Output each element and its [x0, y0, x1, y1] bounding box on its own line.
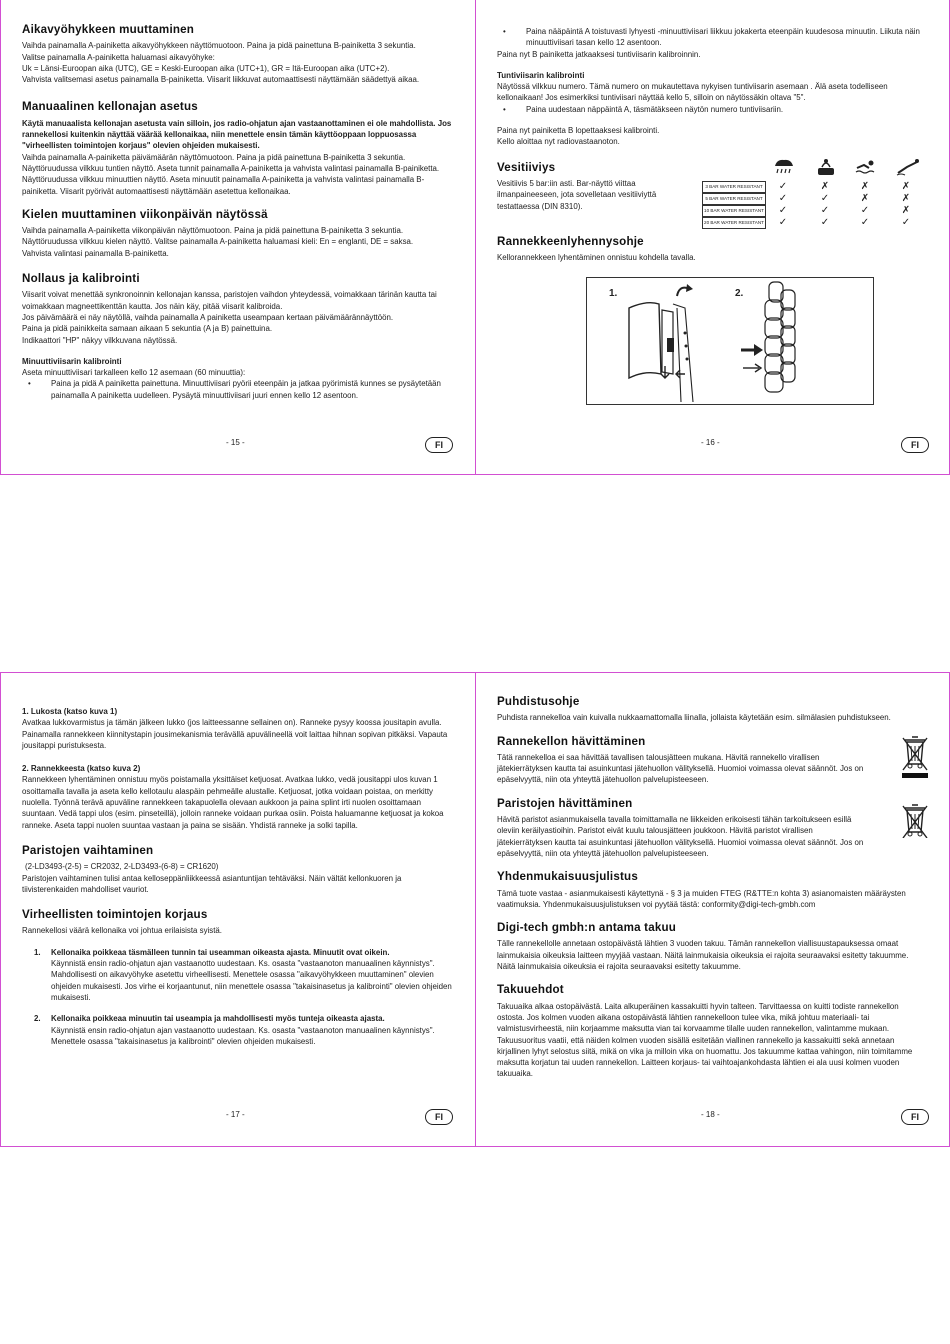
check-mark: ✓: [820, 217, 830, 228]
language-badge: FI: [425, 1109, 453, 1125]
water-row-10bar: [702, 205, 922, 217]
page-number: - 16 -: [701, 438, 720, 447]
bullet-item: • Paina uudestaan näppäintä A, täsmätäkseen näytön numero tuntiviisariin.: [497, 104, 928, 115]
step-title: 1. Lukosta (katso kuva 1): [22, 707, 118, 716]
text-line: Paina ja pidä painikkeita samaan aikaan 5 sekuntia (A ja B) painettuina.: [22, 324, 273, 334]
text-line: Paina nyt painiketta B lopettaaksesi kalibrointi.: [497, 126, 660, 136]
language-badge: FI: [425, 437, 453, 453]
text-line: Vahvista valitsemasi asetus painamalla B-painiketta. Viisarit liikkuvat automaattisesti näyttämään säädettyä aikaa.: [22, 75, 420, 85]
crossed-bin-icon: [900, 802, 930, 843]
section-battery-disposal: [497, 798, 928, 859]
page-15: [0, 0, 476, 672]
section-battery-change: [22, 845, 454, 895]
text-line: Vaihda painamalla A-painiketta viikonpäivän näyttömuotoon. Paina ja pidä painettuna B-painiketta 3 sekuntia.: [22, 226, 404, 236]
fault-item: [22, 1013, 454, 1047]
page-15-content: [22, 24, 454, 413]
fault-text: Käynnistä ensin radio-ohjatun ajan vastaanotto uudestaan. Ks. osasta "vastaanoton manuaalinen käynnistys". Menettele osassa "takaisinasetus ja kalibrointi" olevien ohjeiden mukaisesti.: [51, 1025, 435, 1046]
row-label: 10 BAR WATER RESISTANT: [702, 205, 766, 217]
text-line: Tätä rannekelloa ei saa hävittää tavallisen talousjätteen mukana. Hävitä rannekello virallisen jätekierrätyksen kautta tai asuinkuntasi jätehuollon välityksellä. Huomioi voimassa olevat säännöt. Jos on epäselvyyttä, niin ota yhteyttä jätehuollon palvelupisteeseen.: [497, 752, 864, 785]
text-line: Tämä tuote vastaa - asianmukaisesti käytettynä - § 3 ja muiden FTEG (R&TTE:n kohta 3) asianomaisten määräysten vaatimuksia. Yhdenmukaisuusjulistuksen voi pyytää tästä: conformity@digi-tech-gmbh.com: [497, 888, 906, 909]
text-line: Uk = Länsi-Euroopan aika (UTC), GE = Keski-Euroopan aika (UTC+1), GR = Itä-Euroopan aika (UTC+2).: [22, 63, 390, 73]
page-17: [0, 672, 476, 1344]
section-title: Nollaus ja kalibrointi: [22, 272, 140, 286]
figure-label: 2.: [735, 288, 744, 299]
page-18-content: [497, 696, 928, 1092]
section-title: Virheellisten toimintojen korjaus: [22, 908, 208, 922]
rain-splash-icon: [772, 157, 796, 182]
page-number: - 15 -: [226, 438, 245, 447]
item-number: 1.: [34, 947, 41, 957]
text-line: (2-LD3493-(2-5) = CR2032, 2-LD3493-(6-8) = CR1620): [25, 862, 219, 872]
step-strap: [22, 763, 454, 831]
page-17-content: [22, 706, 454, 1059]
text-line: Paristojen vaihtaminen tulisi antaa kelloseppänliikkeessä asiantuntijan tehtäväksi. Näin vältät kellonkuoren ja tiivisterenkaiden mahdolliset vauriot.: [22, 873, 402, 894]
step-lock: [22, 706, 454, 751]
text-line: Kello aloittaa nyt radiovastaanoton.: [497, 137, 620, 147]
section-faults: [22, 909, 454, 1047]
check-mark: ✓: [860, 217, 870, 228]
section-title: Paristojen hävittäminen: [497, 796, 633, 810]
water-row-5bar: [702, 193, 922, 205]
section-water-resistance: [497, 162, 677, 212]
warning-text: Käytä manuaalista kellonajan asetusta vain silloin, jos radio-ohjatun ajan vastaanottaminen ei ole mahdollista. Jos rannekellosi kuitenkin näyttää väärää kellonaikaa, niin menettele ensin tämän käyttöoppaan loppuosassa "virheellisten toimintojen korjaus" olevien ohjeiden mukaisesti.: [22, 118, 452, 151]
section-title: Vesitiiviys: [497, 160, 556, 174]
page-number: - 17 -: [226, 1110, 245, 1119]
check-mark: ✗: [820, 181, 830, 192]
figure-label: 1.: [609, 288, 618, 299]
section-title: Takuuehdot: [497, 983, 564, 997]
section-title: Yhdenmukaisuusjulistus: [497, 870, 638, 884]
section-conformity: [497, 871, 928, 910]
text-line: Vaihda painamalla A-painiketta aikavyöhykkeen näyttömuotoon. Paina ja pidä painettuna B-painiketta 3 sekuntia.: [22, 41, 416, 51]
text-line: Viisarit voivat menettää synkronoinnin kellonajan kanssa, paristojen vaihdon yhteydessä, voimakkaan tärinän kautta tai voimakkaan magneettikenttän kautta. Jos näin käy, pitää viisarit kalibroida.: [22, 290, 437, 311]
row-label: 3 BAR WATER RESISTANT: [702, 181, 766, 193]
spacer: [497, 115, 928, 125]
check-mark: ✗: [860, 181, 870, 192]
text-line: Rannekkeen lyhentäminen onnistuu myös poistamalla yksittäiset ketjuosat. Avatkaa lukko, vedä jousitappi ulos kuvan 1 osoittamalla tavalla ja aseta kello kellotaulu alaspäin pehmeälle alustalle. Ketjuosat, jotka voidaan poistaa, on merkitty nuolella. Työnnä terävä apuväline rannekkeen takapuolella olevaan aukkoon ja paina splint irti nuolen osoittamaan suuntaan. Vedä tappi ulos (esim. pinseteillä), jolloin ranneke voidaan purkaa osiin. Poista haluamanne ketjuosat ja kokoa ranneke. Aseta tappi nuolen suuntaa vastaan ja paina se sisään. Yhdistä ranneke ja solki tapilla.: [22, 775, 444, 830]
text-line: Vaihda painamalla A-painiketta päivämäärän näyttömuotoon. Paina ja pidä painettuna B-painiketta 3 sekuntia.: [22, 152, 406, 162]
strap-figure-1: [607, 278, 727, 402]
text-line: Puhdista rannekelloa vain kuivalla nukkaamattomalla liinalla, jollaista käytetään esim. silmälasien puhdistukseen.: [497, 713, 891, 723]
text-line: Indikaattori "HP" näkyy vilkkuvana näytössä.: [22, 335, 178, 345]
section-title: Rannekkeenlyhennysohje: [497, 234, 644, 248]
spacer: [497, 60, 928, 70]
section-title: Manuaalinen kellonajan asetus: [22, 100, 198, 114]
step-title: 2. Rannekkeesta (katso kuva 2): [22, 764, 141, 774]
bullet-item: • Paina ja pidä A painiketta painettuna. Minuuttiviisari pyörii eteenpäin ja jatkaa pyörimistä kunnes se pysäytetään painamalla A painiketta uudelleen. Pysäytä minuuttiviisari juuri ennen kello 12 asentoon.: [22, 378, 454, 401]
bullet-item: • Paina nääpäintä A toistuvasti lyhyesti -minuuttiviisari liikkuu jokakerta eteenpäin kuudesosa minuutin. Liikuta näin minuuttiviisari tasan kello 12 asentoon.: [497, 26, 928, 49]
text-line: Näyttöruudussa vilkkuu tuntien näyttö. Aseta tunnit painamalla A-painiketta ja vahvista valintasi painamalla B-painiketta.: [22, 163, 440, 173]
subsection-title: Minuuttiviisarin kalibrointi: [22, 356, 122, 366]
section-cleaning: [497, 696, 928, 724]
text-line: Rannekellosi väärä kellonaika voi johtua erilaisista syistä.: [22, 926, 222, 936]
section-watch-disposal: [497, 736, 928, 786]
section-title: Paristojen vaihtaminen: [22, 843, 154, 857]
text-line: Tälle rannekellolle annetaan ostopäivästä lähtien 3 vuoden takuu. Tämän rannekellon viallisuustapauksessa omaat lainmukaisia oikeuksia laitteen myyjää vastaan. Näitä lainmukaisia oikeuksia ei rajoita seuraavaksi esitetty takuumme. Näitä lainmukaisia oikeuksia ei rajoita seuraavaksi esitetty takuumme.: [497, 939, 909, 972]
row-label: 5 BAR WATER RESISTANT: [702, 193, 766, 205]
fault-item: [22, 947, 454, 1003]
text-line: Näytössä vilkkuu numero. Tämä numero on mukautettava nykyisen tuntiviisarin asemaan . Älä aseta todelliseen kellonaikaan! Jos esimerkiksi tuntiviisari näyttää kello 5, silloin on näytössäkin oltava "5".: [497, 82, 888, 103]
fault-text: Käynnistä ensin radio-ohjatun ajan vastaanotto uudestaan. Ks. osasta "vastaanoton manuaalinen käynnistys". Mahdollisesti on aikavyöhyke asetettu virheellisesti. Menettele osassa "aikavyöhykkeen muuttaminen" olevien ohjeiden mukaisesti. Jos virhe ei korjaantunut, niin menettele osassa "takaisinasetus ja kalibrointi" olevien ohjeiden mukaisesti.: [51, 959, 452, 1002]
section-time-zone: [22, 24, 454, 85]
fault-heading: Kellonaika poikkeaa minuutin tai useampia ja mahdollisesti myös tunteja oikeasta ajasta.: [51, 1014, 385, 1024]
text-line: Vahvista valintasi painamalla B-painiketta.: [22, 248, 169, 258]
section-title: Puhdistusohje: [497, 695, 580, 708]
text-line: Aseta minuuttiviisari tarkalleen kello 12 asemaan (60 minuuttia):: [22, 368, 246, 378]
check-mark: ✓: [778, 193, 788, 204]
spacer: [22, 1003, 454, 1013]
swimming-icon: [854, 157, 878, 182]
text-line: Jos päivämäärä ei näy näytöllä, vaihda painamalla A painiketta useampaan kertaan päivämäärännäyttöön.: [22, 312, 394, 322]
section-title: Aikavyöhykkeen muuttaminen: [22, 23, 195, 36]
hand-washing-icon: [814, 157, 838, 182]
spacer: [22, 937, 454, 947]
section-manual-time: [22, 101, 454, 196]
check-mark: ✗: [901, 193, 911, 204]
text-line: Näyttöruudussa vilkkuu minuuttien näyttö. Aseta minuutit painamalla A-painiketta ja vahvista valintasi painamalla B-painiketta. Viisarit pyörivät automaattisesti näyttämään asetettua kellonaikaa.: [22, 175, 425, 196]
item-number: 2.: [34, 1014, 41, 1024]
subsection-title: Tuntiviisarin kalibrointi: [497, 70, 585, 80]
page-18: [476, 672, 950, 1344]
diving-icon: [895, 157, 921, 182]
water-resistance-table: [702, 157, 922, 229]
text-line: Avatkaa lukkovarmistus ja tämän jälkeen lukko (jos laitteessanne sellainen on). Ranneke pysyy koossa jousitapin avulla. Painamalla rannekkeen kiinnitystapin jousimekanismia terävällä apuvälineellä voit laittaa hihnan sopivan pitkäksi. Vapauta jousitappi puristuksesta.: [22, 718, 448, 750]
check-mark: ✗: [860, 193, 870, 204]
text-line: Näyttöruudussa vilkkuu kielen näyttö. Valitse painamalla A-painiketta haluamasi kieli: En = englanti, DE = saksa.: [22, 237, 414, 247]
strap-illustration: [586, 277, 874, 405]
water-row-20bar: [702, 217, 922, 229]
text-line: Kellorannekkeen lyhentäminen onnistuu kohdella tavalla.: [497, 253, 696, 263]
section-title: Digi-tech gmbh:n antama takuu: [497, 921, 677, 935]
row-label: 20 BAR WATER RESISTANT: [702, 217, 766, 229]
check-mark: ✓: [778, 217, 788, 228]
spacer: [22, 346, 454, 356]
language-badge: FI: [901, 1109, 929, 1125]
page-16: [476, 0, 950, 672]
strap-figure-2: [727, 278, 857, 402]
section-title: Kielen muuttaminen viikonpäivän näytössä: [22, 207, 268, 221]
check-mark: ✗: [901, 205, 911, 216]
section-reset: [22, 273, 454, 401]
section-strap: [497, 236, 928, 264]
check-mark: ✓: [901, 217, 911, 228]
text-line: Takuuaika alkaa ostopäivästä. Laita alkuperäinen kassakuitti hyvin talteen. Tarvittaessa on kuitti todiste rannekellon ostosta. Jos kolmen vuoden aikana ostopäivästä lähtien rannekelloon tulee vika, mikä johtuu materiaali- tai valmistusvirheestä, niin korjaamme maksutta vian tai korvaamme tilalle uuden rannekellon, valintamme mukaan. Takuusuoritus vaatii, että näiden kolmen vuoden sisällä esitetään viallinen rannekello ja kassakuitti sekä annetaan kirjallinen lyhyt selostus siitä, mikä on vika ja milloin vika on huomattu. Jos takuumme kattaa vahingon, niin toimitamme maksutta korjatun tai uuden rannekellon. Laitteen korjaus- tai vaihtoajankohdasta lähtien ei ala uusi kolmen vuoden takuuaika.: [497, 1001, 913, 1079]
section-language: [22, 209, 454, 259]
language-badge: FI: [901, 437, 929, 453]
check-mark: ✓: [820, 205, 830, 216]
fault-heading: Kellonaika poikkeaa täsmälleen tunnin tai useamman oikeasta ajasta. Minuutit ovat oikein.: [51, 947, 390, 957]
text-line: Valitse painamalla A-painiketta haluamasi aikavyöhyke:: [22, 52, 215, 62]
section-warranty-terms: [497, 984, 928, 1079]
text-line: Paina nyt B painiketta jatkaaksesi tuntiviisarin kalibroinnin.: [497, 49, 701, 59]
page-number: - 18 -: [701, 1110, 720, 1119]
text-line: Hävitä paristot asianmukaisella tavalla toimittamalla ne liikkeiden erikoisesti tähän tarkoitukseen esillä oleviin keräilyastioihin. Paristot eivät kuulu talousjätteen joukkoon. Hävitä paristot virallisen jätekierrätyksen kautta tai asuinkuntasi jätehuollon välityksellä. Huomioi voimassa olevat säännöt. Jos on epäselvyyttä, niin ota yhteyttä jätehuollon palvelupisteeseen.: [497, 815, 864, 858]
section-title: Rannekellon hävittäminen: [497, 734, 646, 748]
check-mark: ✓: [820, 193, 830, 204]
check-mark: ✓: [778, 181, 788, 192]
check-mark: ✓: [860, 205, 870, 216]
activity-icons-row: [702, 157, 922, 181]
check-mark: ✓: [778, 205, 788, 216]
water-row-3bar: [702, 181, 922, 193]
section-warranty: [497, 922, 928, 972]
crossed-bin-icon: [900, 734, 930, 783]
text-line: Vesitiivis 5 bar:iin asti. Bar-näyttö viittaa ilmanpaineeseen, jota sovelletaan vesitiiviyttä testattaessa (DIN 8310).: [497, 178, 657, 211]
check-mark: ✗: [901, 181, 911, 192]
